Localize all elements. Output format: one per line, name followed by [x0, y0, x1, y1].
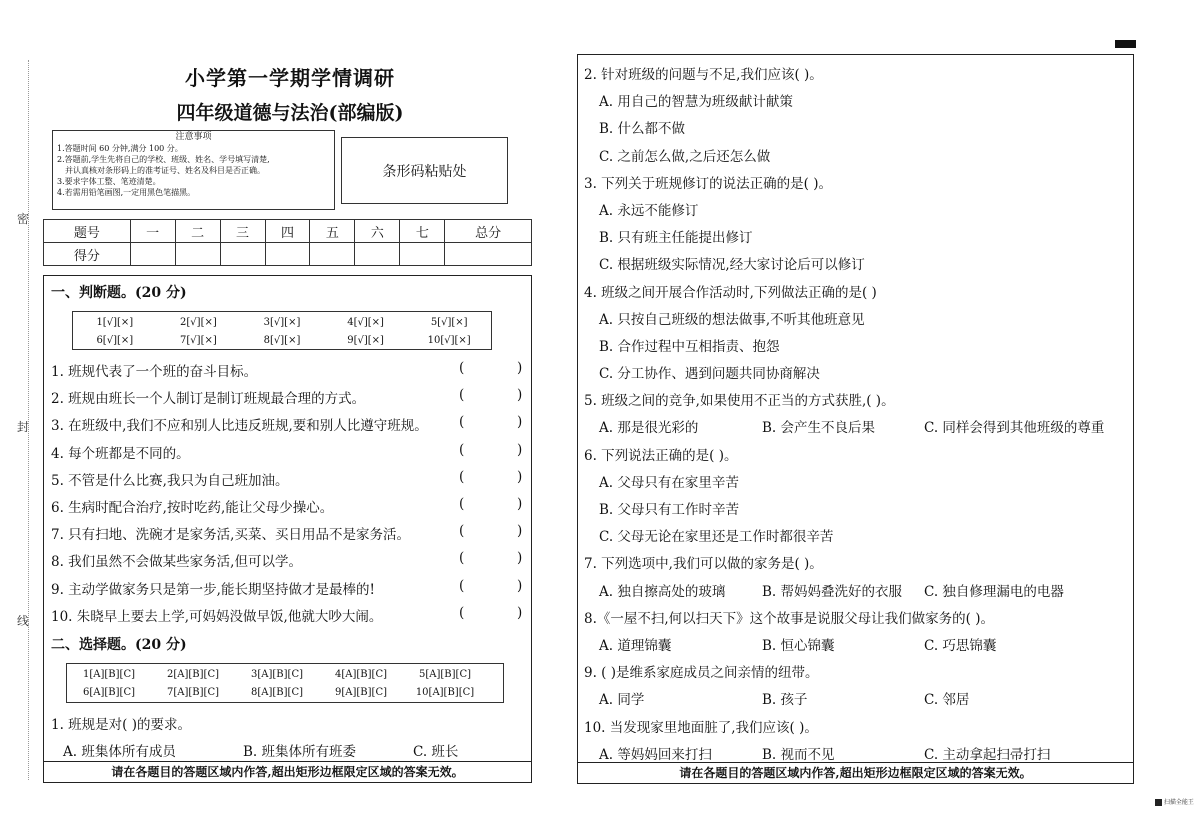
left-answer-panel — [43, 275, 532, 783]
score-input-cell[interactable] — [310, 243, 355, 266]
answer-bubble[interactable]: 6[√][×] — [96, 334, 134, 346]
tf-question — [51, 550, 527, 577]
choice-option[interactable]: C. 同样会得到其他班级的尊重 — [924, 420, 1105, 437]
score-row-label: 得分 — [44, 243, 131, 266]
score-header-cell: 四 — [265, 220, 310, 243]
option-row — [584, 688, 1129, 715]
answer-bubble[interactable]: 2[A][B][C] — [167, 668, 219, 680]
answer-paren-close: ) — [517, 495, 523, 512]
choice-option[interactable]: B. 会产生不良后果 — [762, 420, 876, 437]
answer-bubble[interactable]: 3[√][×] — [263, 316, 301, 328]
choice-option[interactable]: B. 合作过程中互相指责、抱怨 — [599, 338, 780, 355]
score-input-cell[interactable] — [355, 243, 400, 266]
answer-bubble[interactable]: 9[A][B][C] — [335, 686, 387, 698]
tf-question — [51, 523, 527, 550]
choice-question: 8.《一屋不扫,何以扫天下》这个故事是说服父母让我们做家务的( )。 — [584, 610, 994, 627]
barcode-area — [341, 137, 508, 204]
tf-question-text: 2. 班规由班长一个人制订是制订班规最合理的方式。 — [51, 391, 366, 408]
score-input-cell[interactable] — [445, 243, 532, 266]
notice-line: 并认真核对条形码上的准考证号、姓名及科目是否正确。 — [65, 166, 265, 175]
tf-question-text: 9. 主动学做家务只是第一步,能长期坚持做才是最棒的! — [51, 581, 375, 598]
option-row — [584, 580, 1129, 607]
choice-option[interactable]: A. 父母只有在家里辛苦 — [599, 474, 739, 491]
answer-paren-close: ) — [517, 523, 523, 540]
choice-question: 3. 下列关于班规修订的说法正确的是( )。 — [584, 175, 832, 192]
answer-paren-close: ) — [517, 468, 523, 485]
choice-option[interactable]: C. 主动拿起扫帚打扫 — [924, 746, 1051, 763]
answer-bubble[interactable]: 4[√][×] — [347, 316, 384, 328]
answer-bubble[interactable]: 5[A][B][C] — [419, 668, 471, 680]
score-header-cell: 三 — [220, 220, 265, 243]
option-row — [584, 634, 1129, 661]
answer-paren-open[interactable]: ( — [459, 414, 465, 431]
answer-paren-open[interactable]: ( — [459, 523, 465, 540]
seal-mark-2: 封 — [17, 420, 30, 434]
notice-line: 4.若需用铅笔画图,一定用黑色笔描黑。 — [57, 188, 196, 197]
answer-paren-open[interactable]: ( — [459, 550, 465, 567]
scanner-watermark — [1155, 797, 1194, 806]
section2-title: 二、选择题。(20 分) — [51, 637, 187, 653]
choice-option[interactable]: A. 同学 — [599, 692, 645, 709]
answer-bubble[interactable]: 7[A][B][C] — [167, 686, 219, 698]
score-header-cell: 七 — [400, 220, 445, 243]
tf-question — [51, 469, 527, 496]
tf-question — [51, 605, 527, 632]
answer-paren-close: ) — [517, 550, 523, 567]
score-header-cell: 总分 — [445, 220, 532, 243]
tf-question-text: 7. 只有扫地、洗碗才是家务活,买菜、买日用品不是家务活。 — [51, 527, 410, 544]
answer-bubble[interactable]: 9[√][×] — [347, 334, 384, 346]
tf-question — [51, 414, 527, 441]
choice-option[interactable]: C. 之前怎么做,之后还怎么做 — [599, 148, 771, 165]
score-input-cell[interactable] — [130, 243, 175, 266]
answer-paren-close: ) — [517, 604, 523, 621]
choice-option[interactable]: C. 独自修理漏电的电器 — [924, 583, 1064, 600]
answer-bubble[interactable]: 3[A][B][C] — [251, 668, 303, 680]
choice-question: 5. 班级之间的竞争,如果使用不正当的方式获胜,( )。 — [584, 393, 895, 410]
section1-title: 一、判断题。(20 分) — [51, 285, 187, 301]
choice-option[interactable]: A. 只按自己班级的想法做事,不听其他班意见 — [599, 311, 865, 328]
choice-question: 1. 班规是对( )的要求。 — [51, 717, 191, 733]
notice-line: 3.要求字体工整、笔迹清楚。 — [57, 177, 161, 186]
answer-paren-open[interactable]: ( — [459, 495, 465, 512]
choice-option[interactable]: C. 巧思锦囊 — [924, 637, 997, 654]
answer-bubble[interactable]: 4[A][B][C] — [335, 668, 387, 680]
answer-paren-close: ) — [517, 414, 523, 431]
tf-question — [51, 442, 527, 469]
score-input-cell[interactable] — [220, 243, 265, 266]
choice-option[interactable]: A. 永远不能修订 — [599, 202, 699, 219]
tf-question — [51, 360, 527, 387]
tf-question-text: 10. 朱晓早上要去上学,可妈妈没做早饭,他就大吵大闹。 — [51, 608, 383, 625]
answer-paren-open[interactable]: ( — [459, 387, 465, 404]
score-header-cell: 一 — [130, 220, 175, 243]
choice-option[interactable]: C. 班长 — [413, 744, 459, 760]
answer-bubble[interactable]: 1[A][B][C] — [83, 668, 135, 680]
watermark-text: 扫描全能王 — [1163, 799, 1194, 806]
score-header-cell: 二 — [175, 220, 220, 243]
choice-option[interactable]: B. 班集体所有班委 — [243, 744, 357, 760]
answer-bubble[interactable]: 8[√][×] — [263, 334, 301, 346]
right-answer-panel — [577, 54, 1134, 784]
answer-bubble[interactable]: 6[A][B][C] — [83, 686, 135, 698]
exam-subtitle: 四年级道德与法治(部编版) — [176, 102, 404, 124]
answer-paren-open[interactable]: ( — [459, 604, 465, 621]
footer-note: 请在各题目的答题区域内作答,超出矩形边框限定区域的答案无效。 — [44, 761, 531, 782]
answer-paren-close: ) — [517, 441, 523, 458]
answer-bubble[interactable]: 2[√][×] — [180, 316, 217, 328]
answer-bubble[interactable]: 7[√][×] — [180, 334, 217, 346]
choice-question: 10. 当发现家里地面脏了,我们应该( )。 — [584, 719, 818, 736]
score-header-cell: 六 — [355, 220, 400, 243]
answer-bubble[interactable]: 5[√][×] — [430, 316, 468, 328]
choice-option[interactable]: B. 什么都不做 — [599, 121, 686, 138]
answer-bubble[interactable]: 8[A][B][C] — [251, 686, 303, 698]
seal-mark-3: 线 — [17, 614, 30, 628]
answer-paren-open[interactable]: ( — [459, 468, 465, 485]
choice-option[interactable]: B. 只有班主任能提出修订 — [599, 230, 753, 247]
tf-question-text: 3. 在班级中,我们不应和别人比违反班规,要和别人比遵守班规。 — [51, 418, 428, 435]
tf-question-text: 1. 班规代表了一个班的奋斗目标。 — [51, 364, 258, 380]
right-question-list — [584, 63, 1129, 770]
notice-title: 注意事项 — [175, 132, 212, 142]
choice-option[interactable]: C. 父母无论在家里还是工作时都很辛苦 — [599, 529, 834, 546]
choice-option[interactable]: A. 班集体所有成员 — [63, 744, 176, 760]
seal-mark-1: 密 — [17, 212, 30, 226]
choice-option[interactable]: B. 父母只有工作时辛苦 — [599, 502, 740, 518]
tf-question-text: 6. 生病时配合治疗,按时吃药,能让父母少操心。 — [51, 499, 334, 516]
answer-bubble[interactable]: 10[A][B][C] — [415, 686, 475, 698]
score-input-cell[interactable] — [175, 243, 220, 266]
answer-paren-close: ) — [517, 387, 523, 404]
section1-answer-grid[interactable] — [72, 311, 492, 350]
choice-option[interactable]: B. 孩子 — [762, 692, 808, 709]
choice-question: 6. 下列说法正确的是( )。 — [584, 447, 738, 464]
binding-line — [28, 60, 29, 780]
choice-option[interactable]: C. 根据班级实际情况,经大家讨论后可以修订 — [599, 257, 865, 274]
notice-line: 2.答题前,学生先将自己的学校、班级、姓名、学号填写清楚, — [57, 155, 270, 164]
tf-question — [51, 496, 527, 523]
true-false-list — [51, 360, 527, 632]
choice-option[interactable]: A. 用自己的智慧为班级献计献策 — [599, 94, 793, 111]
answer-bubble[interactable]: 10[√][×] — [427, 334, 471, 346]
choice-question: 7. 下列选项中,我们可以做的家务是( )。 — [584, 556, 823, 573]
choice-option[interactable]: C. 分工协作、遇到问题共同协商解决 — [599, 366, 820, 383]
choice-option[interactable]: B. 视而不见 — [762, 746, 835, 763]
tf-question-text: 8. 我们虽然不会做某些家务活,但可以学。 — [51, 554, 302, 571]
choice-option[interactable]: B. 恒心锦囊 — [762, 637, 835, 654]
choice-option[interactable]: B. 帮妈妈叠洗好的衣服 — [762, 583, 903, 600]
choice-question: 9. ( )是维系家庭成员之间亲情的纽带。 — [584, 665, 819, 682]
choice-option[interactable]: A. 等妈妈回来打扫 — [599, 746, 712, 763]
barcode-label: 条形码粘贴处 — [382, 163, 467, 180]
notice-line: 1.答题时间 60 分钟,满分 100 分。 — [57, 144, 183, 153]
answer-paren-open[interactable]: ( — [459, 441, 465, 458]
choice-question: 4. 班级之间开展合作活动时,下列做法正确的是( ) — [584, 284, 877, 301]
answer-paren-close: ) — [517, 360, 523, 376]
score-input-cell[interactable] — [400, 243, 445, 266]
notice-box — [52, 130, 335, 210]
tf-question-text: 4. 每个班都是不同的。 — [51, 445, 190, 462]
choice-option[interactable]: A. 道理锦囊 — [599, 637, 672, 654]
choice-option[interactable]: C. 邻居 — [924, 692, 970, 709]
choice-option[interactable]: A. 独自擦高处的玻璃 — [599, 583, 726, 600]
scanner-logo-icon — [1155, 799, 1162, 806]
section2-answer-grid[interactable] — [66, 663, 504, 703]
answer-paren-open[interactable]: ( — [459, 360, 465, 376]
option-row — [584, 416, 1129, 443]
score-table — [43, 219, 532, 266]
footer-note: 请在各题目的答题区域内作答,超出矩形边框限定区域的答案无效。 — [578, 762, 1133, 783]
answer-bubble[interactable]: 1[√][×] — [96, 316, 134, 328]
tf-question-text: 5. 不管是什么比赛,我只为自己班加油。 — [51, 472, 289, 489]
tf-question — [51, 387, 527, 414]
answer-paren-open[interactable]: ( — [459, 577, 465, 594]
tf-question — [51, 578, 527, 605]
score-input-cell[interactable] — [265, 243, 310, 266]
exam-title: 小学第一学期学情调研 — [185, 66, 395, 90]
score-header-cell: 五 — [310, 220, 355, 243]
score-header-cell: 题号 — [44, 220, 131, 243]
answer-paren-close: ) — [517, 577, 523, 594]
corner-mark — [1115, 40, 1136, 48]
choice-option[interactable]: A. 那是很光彩的 — [599, 420, 699, 437]
choice-question: 2. 针对班级的问题与不足,我们应该( )。 — [584, 67, 823, 83]
